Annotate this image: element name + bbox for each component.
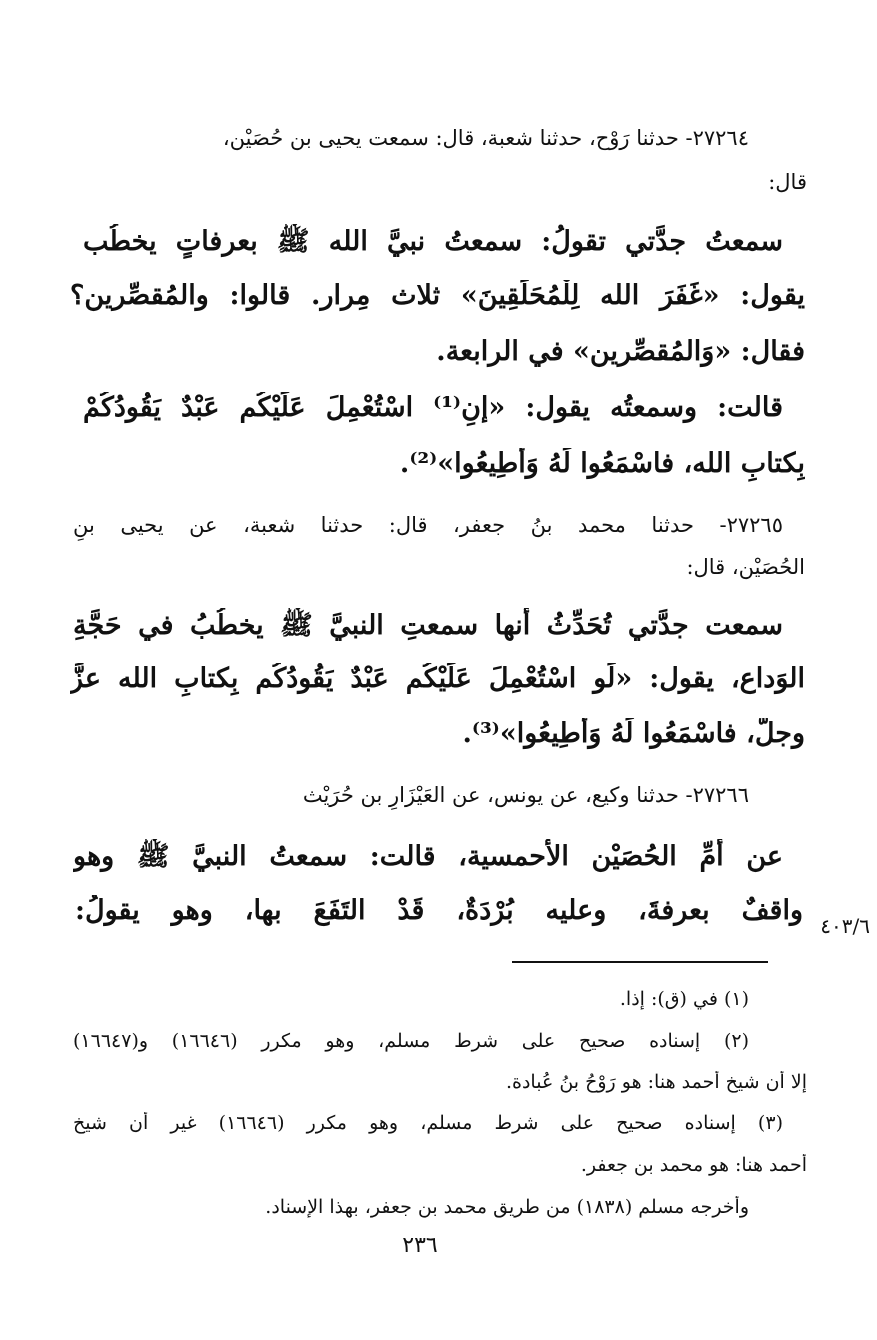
margin-reference: ٤٠٣/٦: [820, 914, 870, 938]
footnote-2-line-2: إلا أن شيخ أحمد هنا: هو رَوْحُ بنُ عُبادة.: [505, 1071, 807, 1093]
hadith-27265-header-line-1: ٢٧٢٦٥- حدثنا محمد بنُ جعفر، قال: حدثنا شعبة، عن يحيى بنِ: [73, 513, 783, 537]
page-number: ٢٣٦: [402, 1233, 438, 1258]
hadith-27264-header-line-2: قال:: [768, 170, 807, 194]
hadith-27266-header-line-1: ٢٧٢٦٦- حدثنا وكيع، عن يونس، عن العَيْزَارِ بن حُرَيْث: [302, 783, 749, 807]
hadith-27264-text-line-2: يقول: «غَفَرَ الله لِلْمُحَلِّقِينَ» ثلاث مِرار. قالوا: والمُقصِّرين؟: [70, 280, 805, 311]
hadith-27264-text-line-5: بِكتابِ الله، فاسْمَعُوا لَهُ وَأَطِيعُوا»⁽²⁾.: [399, 448, 805, 479]
hadith-27265-text-line-3: وجلَّ، فاسْمَعُوا لَهُ وَأَطِيعُوا»⁽³⁾.: [462, 718, 805, 749]
hadith-27264-text-line-4: قالت: وسمعتُه يقول: «إنِ⁽¹⁾ اسْتُعْمِلَ عَلَيْكُم عَبْدٌ يَقُودُكُمْ: [83, 392, 783, 423]
footnote-1: (١) في (ق): إذا.: [619, 988, 749, 1010]
hadith-27264-text-line-1: سمعتُ جدَّتي تقولُ: سمعتُ نبيَّ الله ﷺ بعرفاتٍ يخطُب: [83, 226, 783, 257]
hadith-27265-text-line-1: سمعت جدَّتي تُحَدِّثُ أنها سمعتِ النبيَّ ﷺ يخطُبُ في حَجَّةِ: [73, 610, 783, 641]
footnote-3-line-2: أحمد هنا: هو محمد بن جعفر.: [580, 1154, 807, 1176]
hadith-27264-header-line-1: ٢٧٢٦٤- حدثنا رَوْح، حدثنا شعبة، قال: سمعت يحيى بن حُصَيْن،: [222, 126, 749, 150]
footnote-3-line-1: (٣) إسناده صحيح على شرط مسلم، وهو مكرر (١٦٦٤٦) غير أن شيخ: [73, 1112, 783, 1134]
hadith-27264-text-line-3: فقال: «وَالمُقصِّرين» في الرابعة.: [436, 336, 805, 367]
hadith-27265-header-line-2: الحُصَيْن، قال:: [686, 555, 805, 579]
hadith-27266-text-line-1: عن أمِّ الحُصَيْن الأحمسية، قالت: سمعتُ النبيَّ ﷺ وهو: [73, 841, 783, 872]
footnote-separator: [512, 961, 768, 963]
hadith-27265-text-line-2: الوَداع، يقول: «لَو اسْتُعْمِلَ عَلَيْكُم عَبْدٌ يَقُودُكُم بِكتابِ الله عزَّ: [70, 663, 805, 694]
footnote-3-line-3: وأخرجه مسلم (١٨٣٨) من طريق محمد بن جعفر، بهذا الإسناد.: [265, 1196, 749, 1218]
footnote-2-line-1: (٢) إسناده صحيح على شرط مسلم، وهو مكرر (١٦٦٤٦) و(١٦٦٤٧): [73, 1030, 749, 1052]
hadith-27266-text-line-2: واقفٌ بعرفةَ، وعليه بُرْدَةٌ، قَدْ التَفَعَ بها، وهو يقولُ:: [75, 895, 803, 926]
